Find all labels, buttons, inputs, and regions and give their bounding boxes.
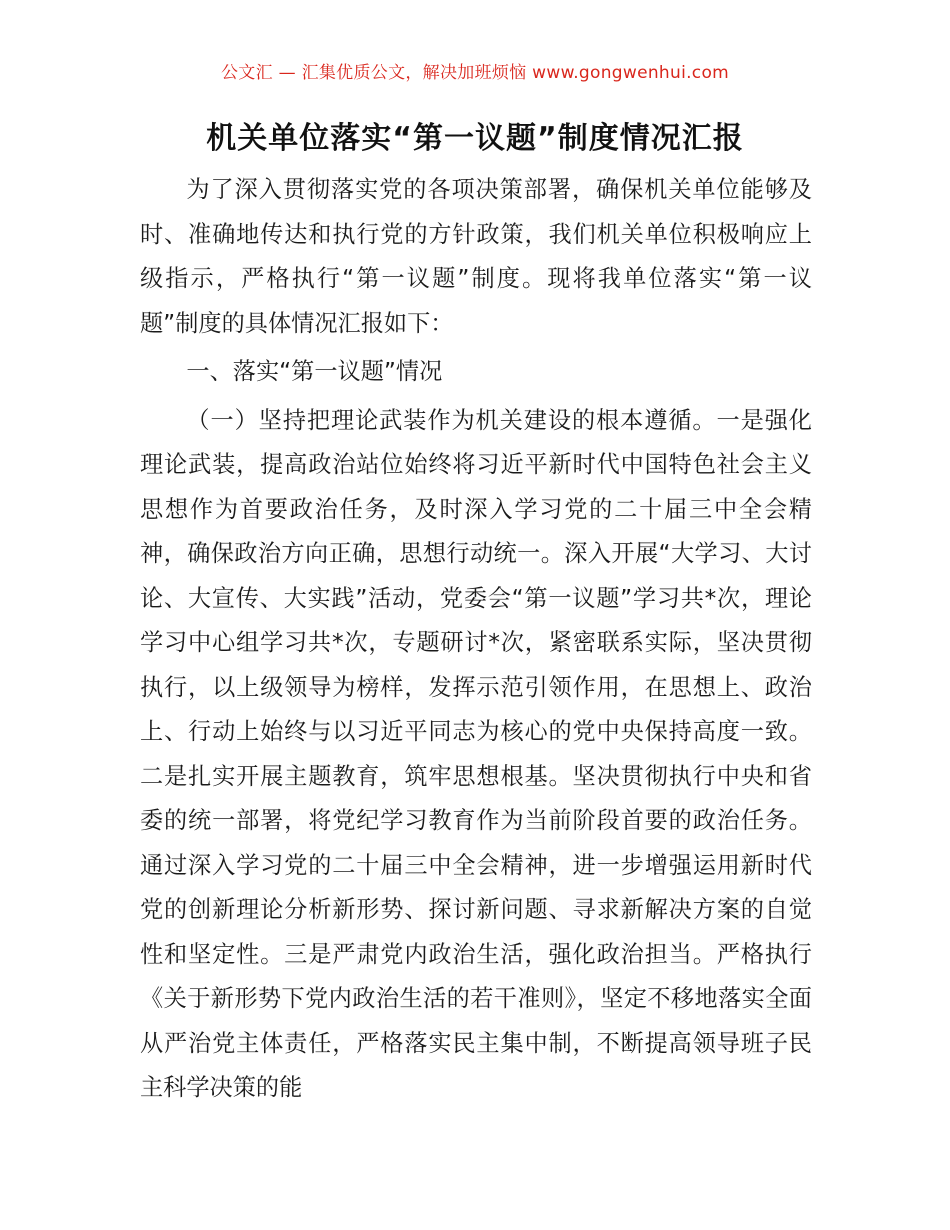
section-heading: 一、落实“第一议题”情况: [186, 358, 443, 385]
document-body: [140, 168, 812, 1111]
document-title: 机关单位落实“第一议题”制度情况汇报: [206, 121, 744, 156]
site-banner: 公文汇 — 汇集优质公文，解决加班烦恼 www.gongwenhui.com: [220, 63, 730, 83]
body-paragraph: （一）坚持把理论武装作为机关建设的根本遵循。一是强化理论武装，提高政治站位始终将习近平新时代中国特色社会主义思想作为首要政治任务，及时深入学习党的二十届三中全会精神，确保政治方向正确，思想行动统一。深入开展“大学习、大讨论、大宣传、大实践”活动，党委会“第一议题”学习共*次，理论学习中心组学习共*次，专题研讨*次，紧密联系实际，坚决贯彻执行，以上级领导为榜样，发挥示范引领作用，在思想上、政治上、行动上始终与以习近平同志为核心的党中央保持高度一致。二是扎实开展主题教育，筑牢思想根基。坚决贯彻执行中央和省委的统一部署，将党纪学习教育作为当前阶段首要的政治任务。通过深入学习党的二十届三中全会精神，进一步增强运用新时代党的创新理论分析新形势、探讨新问题、寻求新解决方案的自觉性和坚定性。三是严肃党内政治生活，强化政治担当。严格执行《关于新形势下党内政治生活的若干准则》，坚定不移地落实全面从严治党主体责任，严格落实民主集中制，不断提高领导班子民主科学决策的能: [140, 406, 812, 1101]
intro-paragraph: 为了深入贯彻落实党的各项决策部署，确保机关单位能够及时、准确地传达和执行党的方针政策，我们机关单位积极响应上级指示，严格执行“第一议题”制度。现将我单位落实“第一议题”制度的具体情况汇报如下：: [140, 176, 812, 337]
